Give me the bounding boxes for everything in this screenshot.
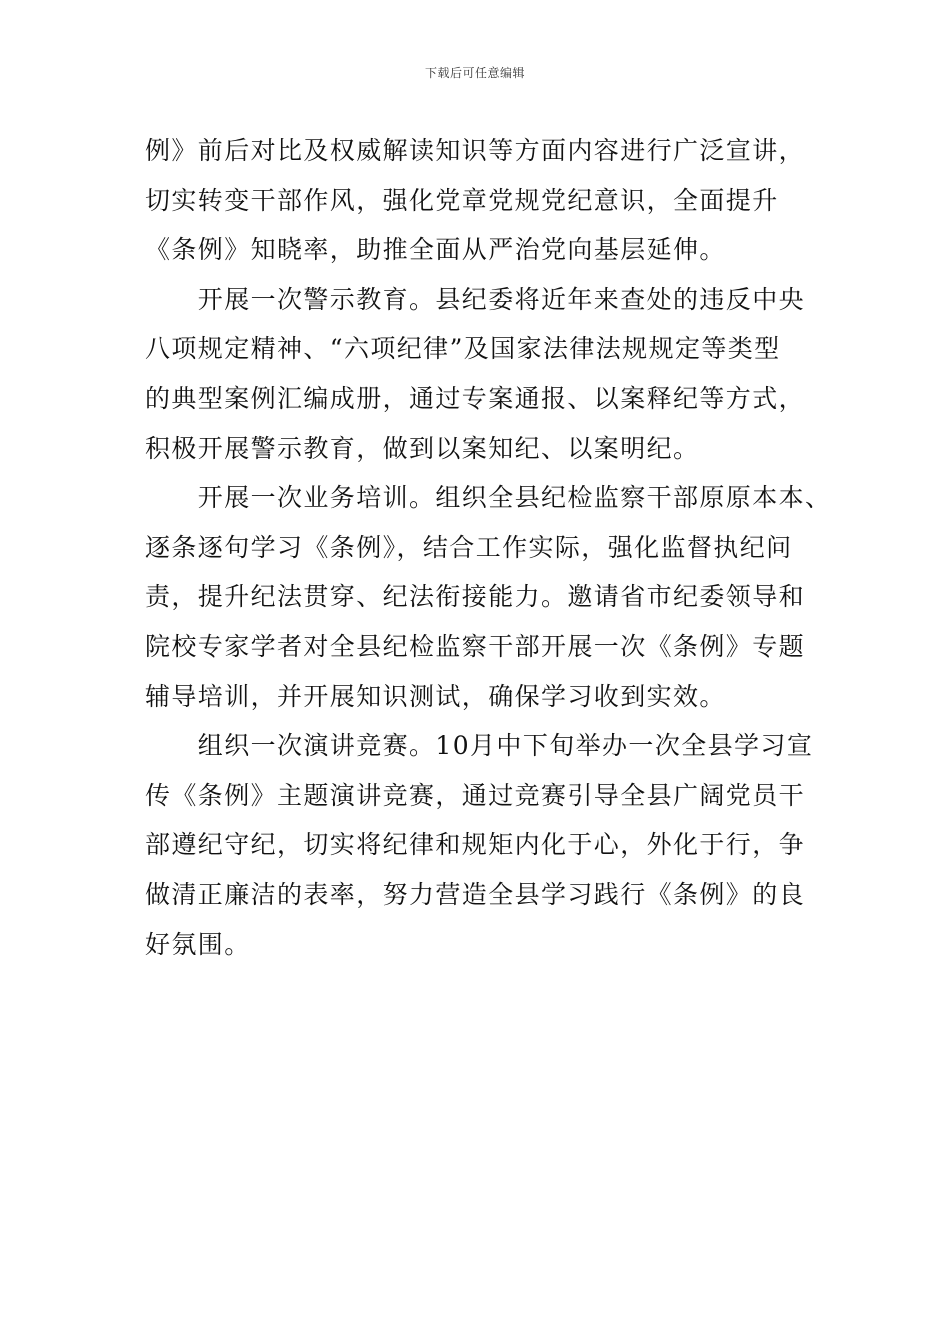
text-line: 传《条例》主题演讲竞赛，通过竞赛引导全县广阔党员干 [145, 780, 806, 810]
text-line: 开展一次警示教育。县纪委将近年来查处的违反中央 [145, 284, 806, 314]
text-line: 做清正廉洁的表率，努力营造全县学习践行《条例》的良 [145, 879, 806, 909]
page-header: 下载后可任意编辑 [424, 66, 525, 80]
text-line: 辅导培训，并开展知识测试，确保学习收到实效。 [145, 681, 726, 711]
text-line: 好氛围。 [145, 929, 251, 959]
text-line: 逐条逐句学习《条例》，结合工作实际，强化监督执纪问 [145, 532, 793, 562]
text-line: 《条例》知晓率，助推全面从严治党向基层延伸。 [145, 235, 726, 265]
text-line: 例》前后对比及权威解读知识等方面内容进行广泛宣讲， [145, 136, 806, 165]
text-line: 开展一次业务培训。组织全县纪检监察干部原原本本、 [145, 483, 832, 513]
text-line: 组织一次演讲竞赛。10月中下旬举办一次全县学习宣 [145, 731, 814, 761]
text-line: 部遵纪守纪，切实将纪律和规矩内化于心，外化于行，争 [145, 830, 806, 860]
text-line: 的典型案例汇编成册，通过专案通报、以案释纪等方式， [145, 383, 806, 413]
text-line: 积极开展警示教育，做到以案知纪、以案明纪。 [145, 433, 700, 463]
text-line: 八项规定精神、“六项纪律”及国家法律法规规定等类型 [145, 334, 781, 364]
document-body [145, 126, 845, 969]
text-line: 切实转变干部作风，强化党章党规党纪意识，全面提升 [145, 185, 779, 215]
text-line: 院校专家学者对全县纪检监察干部开展一次《条例》专题 [145, 631, 806, 661]
text-line: 责，提升纪法贯穿、纪法衔接能力。邀请省市纪委领导和 [145, 582, 806, 612]
